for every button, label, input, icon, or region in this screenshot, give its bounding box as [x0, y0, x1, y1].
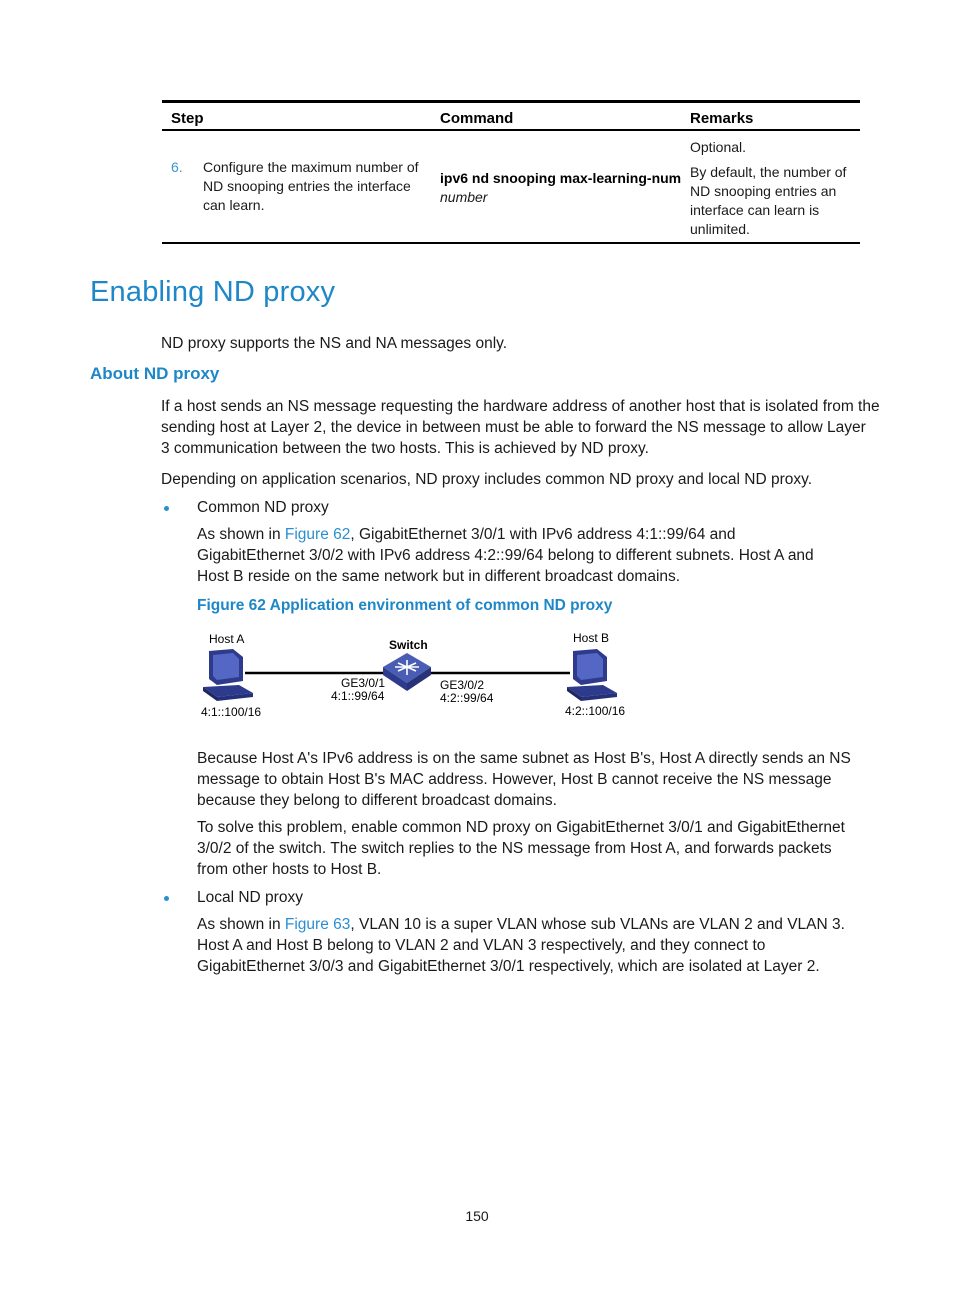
port-ge3-0-2-label: GE3/0/2: [440, 678, 485, 692]
host-b-address: 4:2::100/16: [565, 704, 626, 718]
remarks-default: By default, the number of ND snooping entries an interface can learn is unlimited.: [690, 164, 847, 237]
common-proxy-paragraph-1: As shown in Figure 62, GigabitEthernet 3/0/1 with IPv6 address 4:1::99/64 and GigabitEthernet 3/0/2 with IPv6 address 4:2::99/64 belong to different subnets. Host A and Host B reside on the same network but in different broadcast domains.: [197, 526, 814, 585]
step-number: 6.: [171, 159, 183, 175]
table-bottom-rule: [162, 242, 860, 244]
host-b-computer-icon: [567, 649, 617, 701]
port-ge3-0-2-address: 4:2::99/64: [440, 691, 494, 705]
port-ge3-0-1-label: GE3/0/1: [341, 676, 386, 690]
command-argument: number: [440, 189, 488, 205]
bullet-common-nd-proxy: Common ND proxy: [197, 499, 329, 516]
remarks-optional: Optional.: [690, 139, 747, 155]
header-command: Command: [440, 110, 514, 127]
bullet-dot: [164, 896, 169, 901]
switch-icon: [383, 653, 436, 699]
bullet-local-nd-proxy: Local ND proxy: [197, 889, 303, 906]
paragraph-2: Depending on application scenarios, ND proxy includes common ND proxy and local ND proxy.: [161, 471, 813, 488]
remarks-cell: [690, 138, 846, 239]
host-a-label: Host A: [209, 632, 245, 646]
switch-label: Switch: [389, 638, 428, 652]
section-title: Enabling ND proxy: [90, 276, 336, 308]
figure-62-link[interactable]: Figure 62: [284, 526, 351, 543]
network-diagram: [195, 625, 635, 725]
header-remarks: Remarks: [690, 110, 754, 127]
paragraph-1: If a host sends an NS message requesting the hardware address of another host that is isolated from the sending host at Layer 2, the device in between must be able to forward the NS message to allow Layer 3 communication between the two hosts. This is achieved by ND proxy.: [161, 398, 880, 457]
command-keyword: ipv6 nd snooping max-learning-num: [440, 170, 682, 186]
intro-paragraph: ND proxy supports the NS and NA messages only.: [161, 335, 508, 352]
table-top-rule: [162, 100, 860, 103]
host-a-address: 4:1::100/16: [201, 705, 262, 719]
step-description: Configure the maximum number of ND snooping entries the interface can learn.: [203, 159, 419, 213]
host-a-computer-icon: [203, 649, 253, 701]
command-cell: [440, 169, 681, 207]
table-header-rule: [162, 129, 860, 131]
figure-62-caption: Figure 62 Application environment of common ND proxy: [197, 597, 613, 614]
port-ge3-0-1-address: 4:1::99/64: [331, 689, 385, 703]
subsection-title: About ND proxy: [90, 364, 220, 383]
host-b-label: Host B: [573, 631, 610, 645]
header-step: Step: [171, 110, 204, 127]
page-number: 150: [465, 1208, 489, 1224]
local-proxy-paragraph: As shown in Figure 63, VLAN 10 is a super VLAN whose sub VLANs are VLAN 2 and VLAN 3. Host A and Host B belong to VLAN 2 and VLAN 3 respectively, and they connect to GigabitEthernet 3/0/3 and GigabitEthernet 3/0/1 respectively, which are isolated at Layer 2.: [197, 916, 845, 975]
bullet-dot: [164, 506, 169, 511]
common-proxy-paragraph-3: To solve this problem, enable common ND proxy on GigabitEthernet 3/0/1 and GigabitEthernet 3/0/2 of the switch. The switch replies to the NS message from Host A, and forwards packets from other hosts to Host B.: [197, 819, 845, 878]
switch-badge-label: SWITCH: [416, 683, 437, 699]
common-proxy-paragraph-2: Because Host A's IPv6 address is on the same subnet as Host B's, Host A directly sends an NS message to obtain Host B's MAC address. However, Host B cannot receive the NS message because they belong to different broadcast domains.: [197, 750, 851, 809]
figure-63-link[interactable]: Figure 63: [284, 916, 351, 933]
